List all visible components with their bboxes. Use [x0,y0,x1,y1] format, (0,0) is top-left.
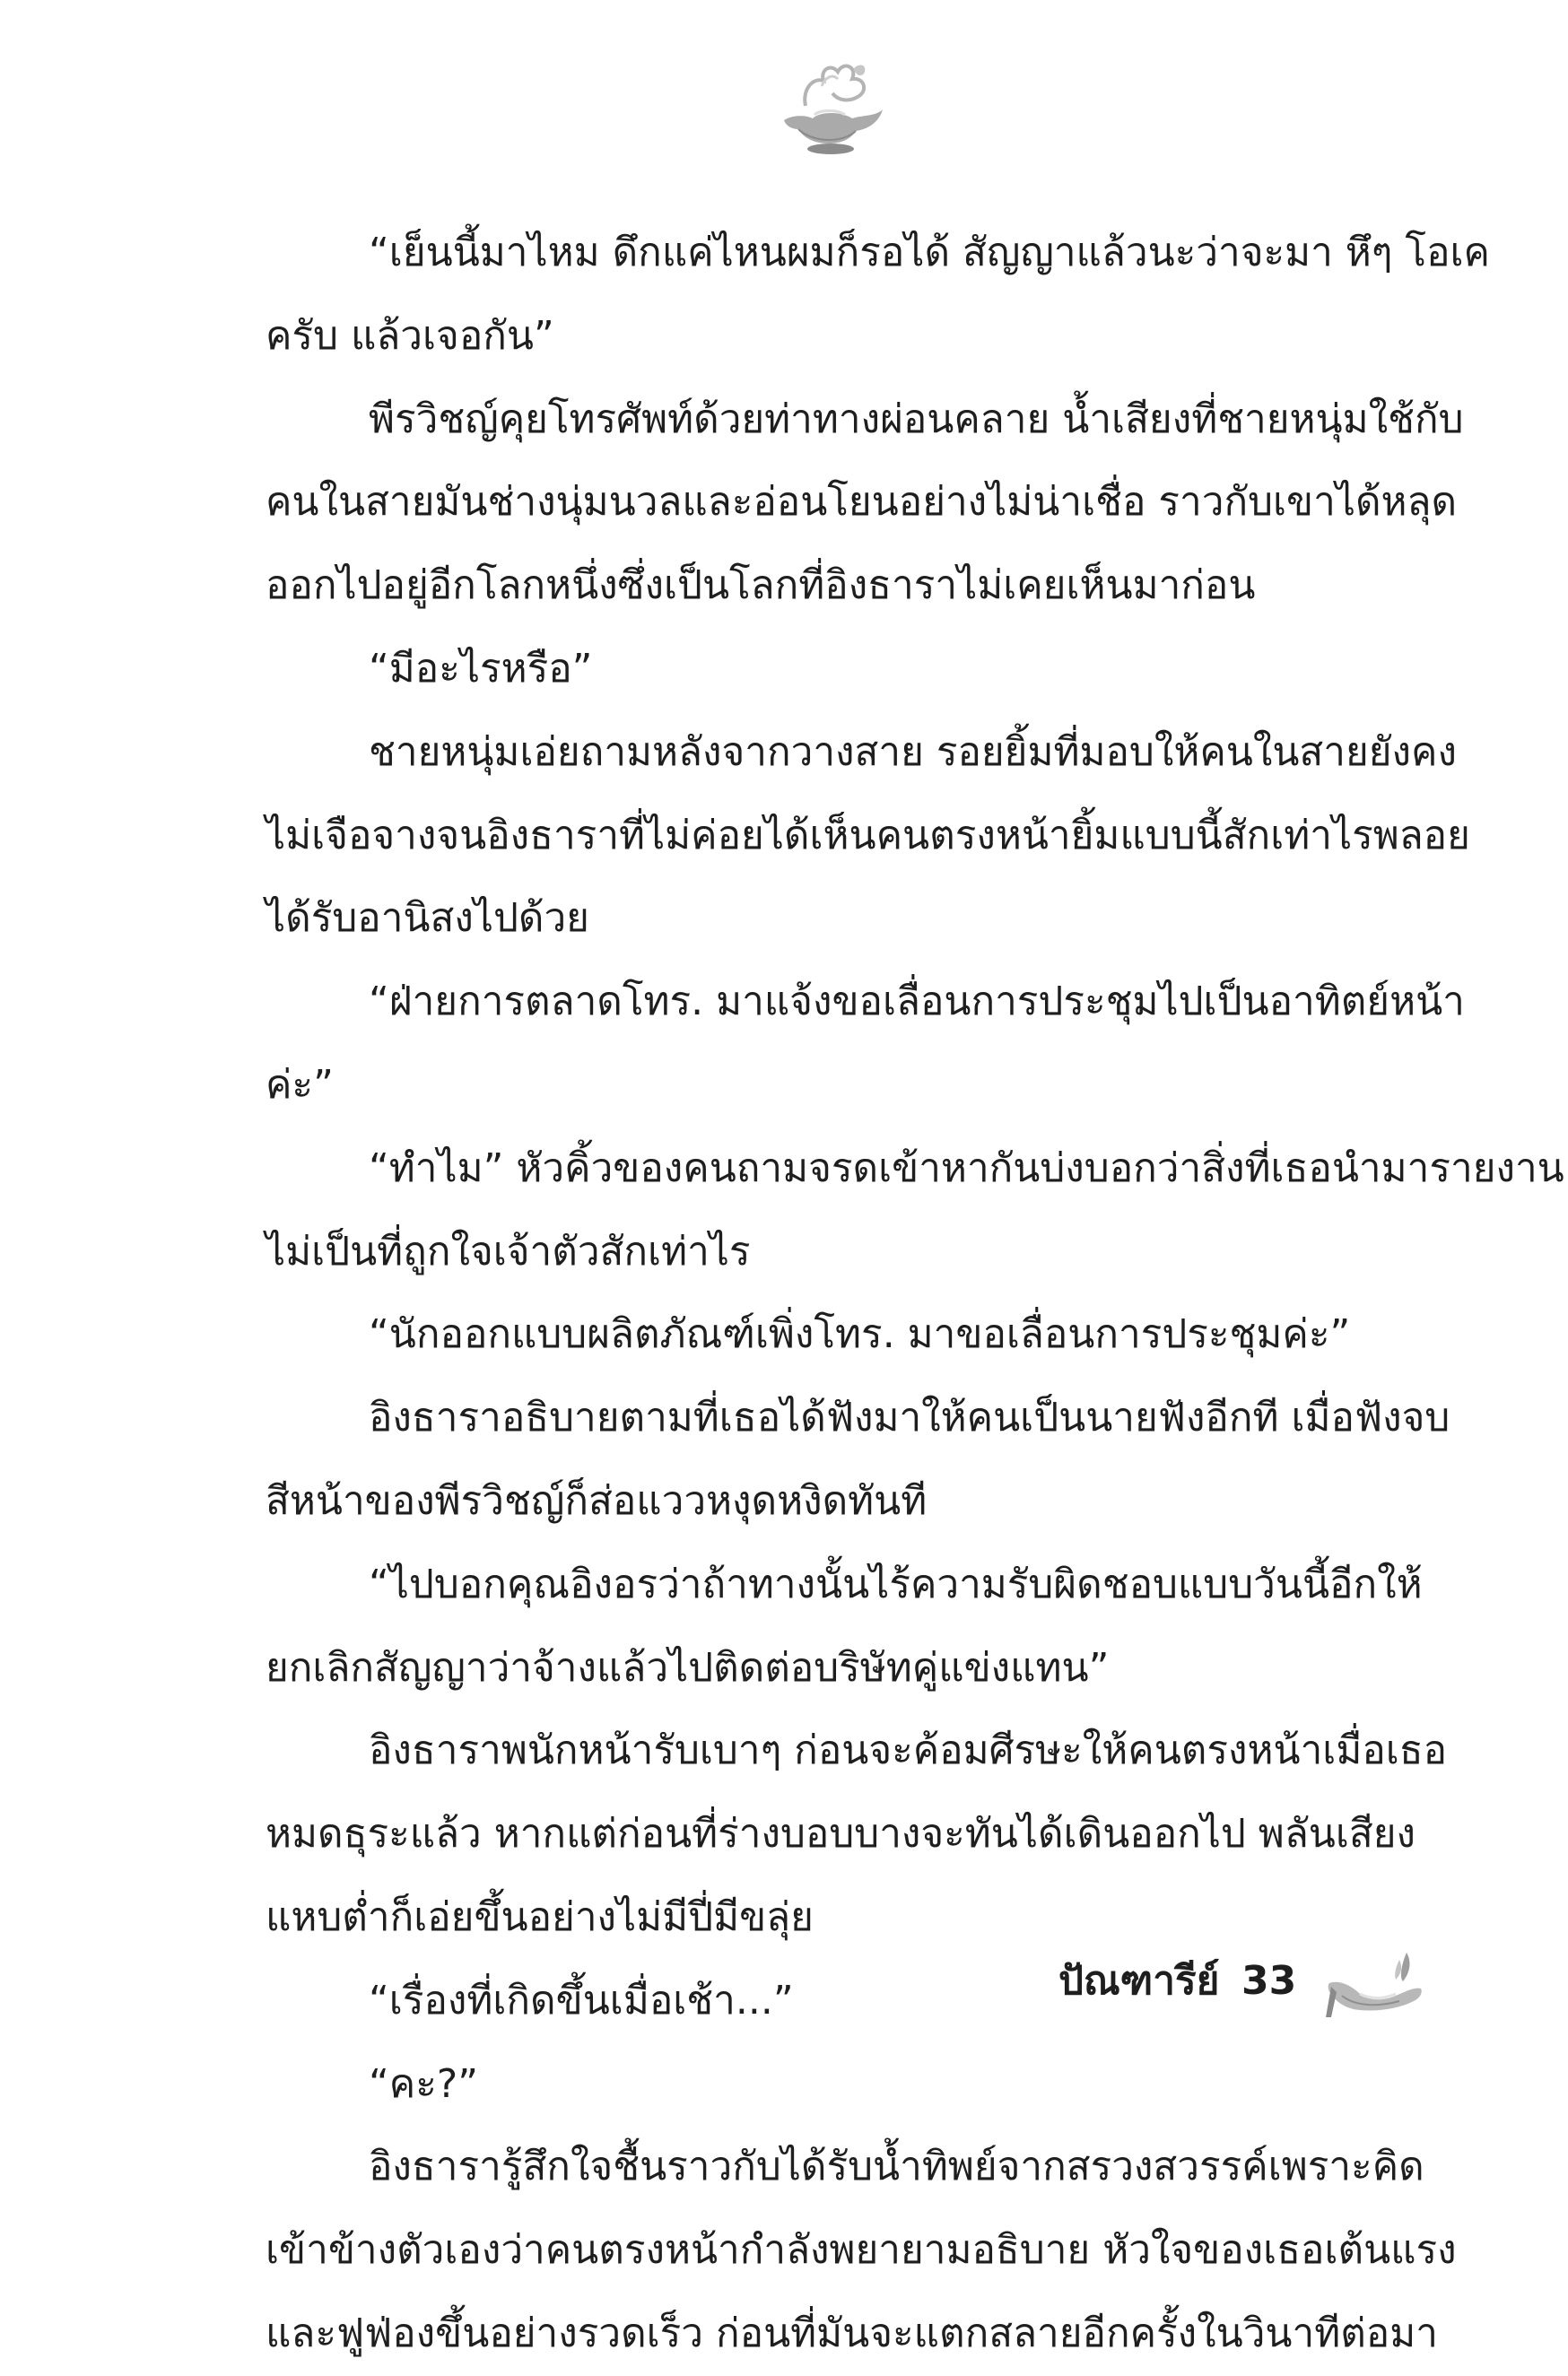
text-line: ยกเลิกสัญญาว่าจ้างแล้วไปติดต่อบริษัทคู่แข่งแทน” [266,1644,1110,1691]
page-number: 33 [1241,1958,1297,2004]
paragraph-first-line: “ไปบอกคุณอิงอรว่าถ้าทางนั้นไร้ความรับผิดชอบแบบวันนี้อีกให้ [369,1561,1423,1607]
text-line: เข้าข้างตัวเองว่าคนตรงหน้ากำลังพยายามอธิบาย หัวใจของเธอเต้นแรง [266,2227,1457,2274]
paragraph-first-line: พีรวิชญ์คุยโทรศัพท์ด้วยท่าทางผ่อนคลาย น้ำเสียงที่ชายหนุ่มใช้กับ [369,396,1464,442]
text-line: แหบต่ำก็เอ่ยขึ้นอย่างไม่มีปี่มีขลุ่ย [266,1893,814,1940]
paragraph-first-line: ชายหนุ่มเอ่ยถามหลังจากวางสาย รอยยิ้มที่มอบให้คนในสายยังคง [369,728,1457,775]
high-heel-shoe-icon [1324,1942,1424,2021]
text-line: และฟูฟ่องขึ้นอย่างรวดเร็ว ก่อนที่มันจะแตกสลายอีกครั้งในวินาทีต่อมา [266,2310,1438,2356]
paragraph-first-line: “เรื่องที่เกิดขึ้นเมื่อเช้า...” [369,1977,794,2024]
text-line: หมดธุระแล้ว หากแต่ก่อนที่ร่างบอบบางจะทันได้เดินออกไป พลันเสียง [266,1811,1416,1858]
paragraph-first-line: “นักออกแบบผลิตภัณฑ์เพิ่งโทร. มาขอเลื่อนการประชุมค่ะ” [369,1311,1351,1358]
paragraph-first-line: “เย็นนี้มาไหม ดึกแค่ไหนผมก็รอได้ สัญญาแล้วนะว่าจะมา หึๆ โอเค [369,230,1490,275]
paragraph-first-line: “ฝ่ายการตลาดโทร. มาแจ้งขอเลื่อนการประชุมไปเป็นอาทิตย์หน้า [369,979,1465,1025]
text-line: ออกไปอยู่อีกโลกหนึ่งซึ่งเป็นโลกที่อิงธาราไม่เคยเห็นมาก่อน [266,562,1256,609]
paragraph-first-line: อิงธาราอธิบายตามที่เธอได้ฟังมาให้คนเป็นนายฟังอีกที เมื่อฟังจบ [369,1395,1450,1441]
text-line: ไม่เจือจางจนอิงธาราที่ไม่ค่อยได้เห็นคนตรงหน้ายิ้มแบบนี้สักเท่าไรพลอย [266,812,1470,858]
genie-lamp-icon [766,50,892,167]
body-text [266,212,1564,2376]
paragraph-first-line: “มีอะไรหรือ” [369,645,593,692]
paragraph-first-line: “ทำไม” หัวคิ้วของคนถามจรดเข้าหากันบ่งบอกว่าสิ่งที่เธอนำมารายงาน [369,1144,1564,1191]
paragraph-first-line: อิงธารารู้สึกใจชื้นราวกับได้รับน้ำทิพย์จากสรวงสวรรค์เพราะคิด [369,2144,1424,2190]
text-line: ได้รับอานิสงไปด้วย [266,895,589,942]
paragraph-first-line: อิงธาราพนักหน้ารับเบาๆ ก่อนจะค้อมศีรษะให้คนตรงหน้าเมื่อเธอ [369,1728,1448,1774]
text-line: สีหน้าของพีรวิชญ์ก็ส่อแววหงุดหงิดทันที [266,1477,928,1524]
text-line: ครับ แล้วเจอกัน” [266,312,554,359]
text-line: ไม่เป็นที่ถูกใจเจ้าตัวสักเท่าไร [266,1228,751,1275]
text-line: คนในสายมันช่างนุ่มนวลและอ่อนโยนอย่างไม่น่าเชื่อ ราวกับเขาได้หลุด [266,479,1458,526]
page-footer [1058,1942,1435,2032]
paragraph-first-line: “คะ?” [369,2060,479,2107]
text-line: ค่ะ” [266,1061,334,1108]
book-title: ปัณฑารีย์ [1058,1958,1220,2004]
